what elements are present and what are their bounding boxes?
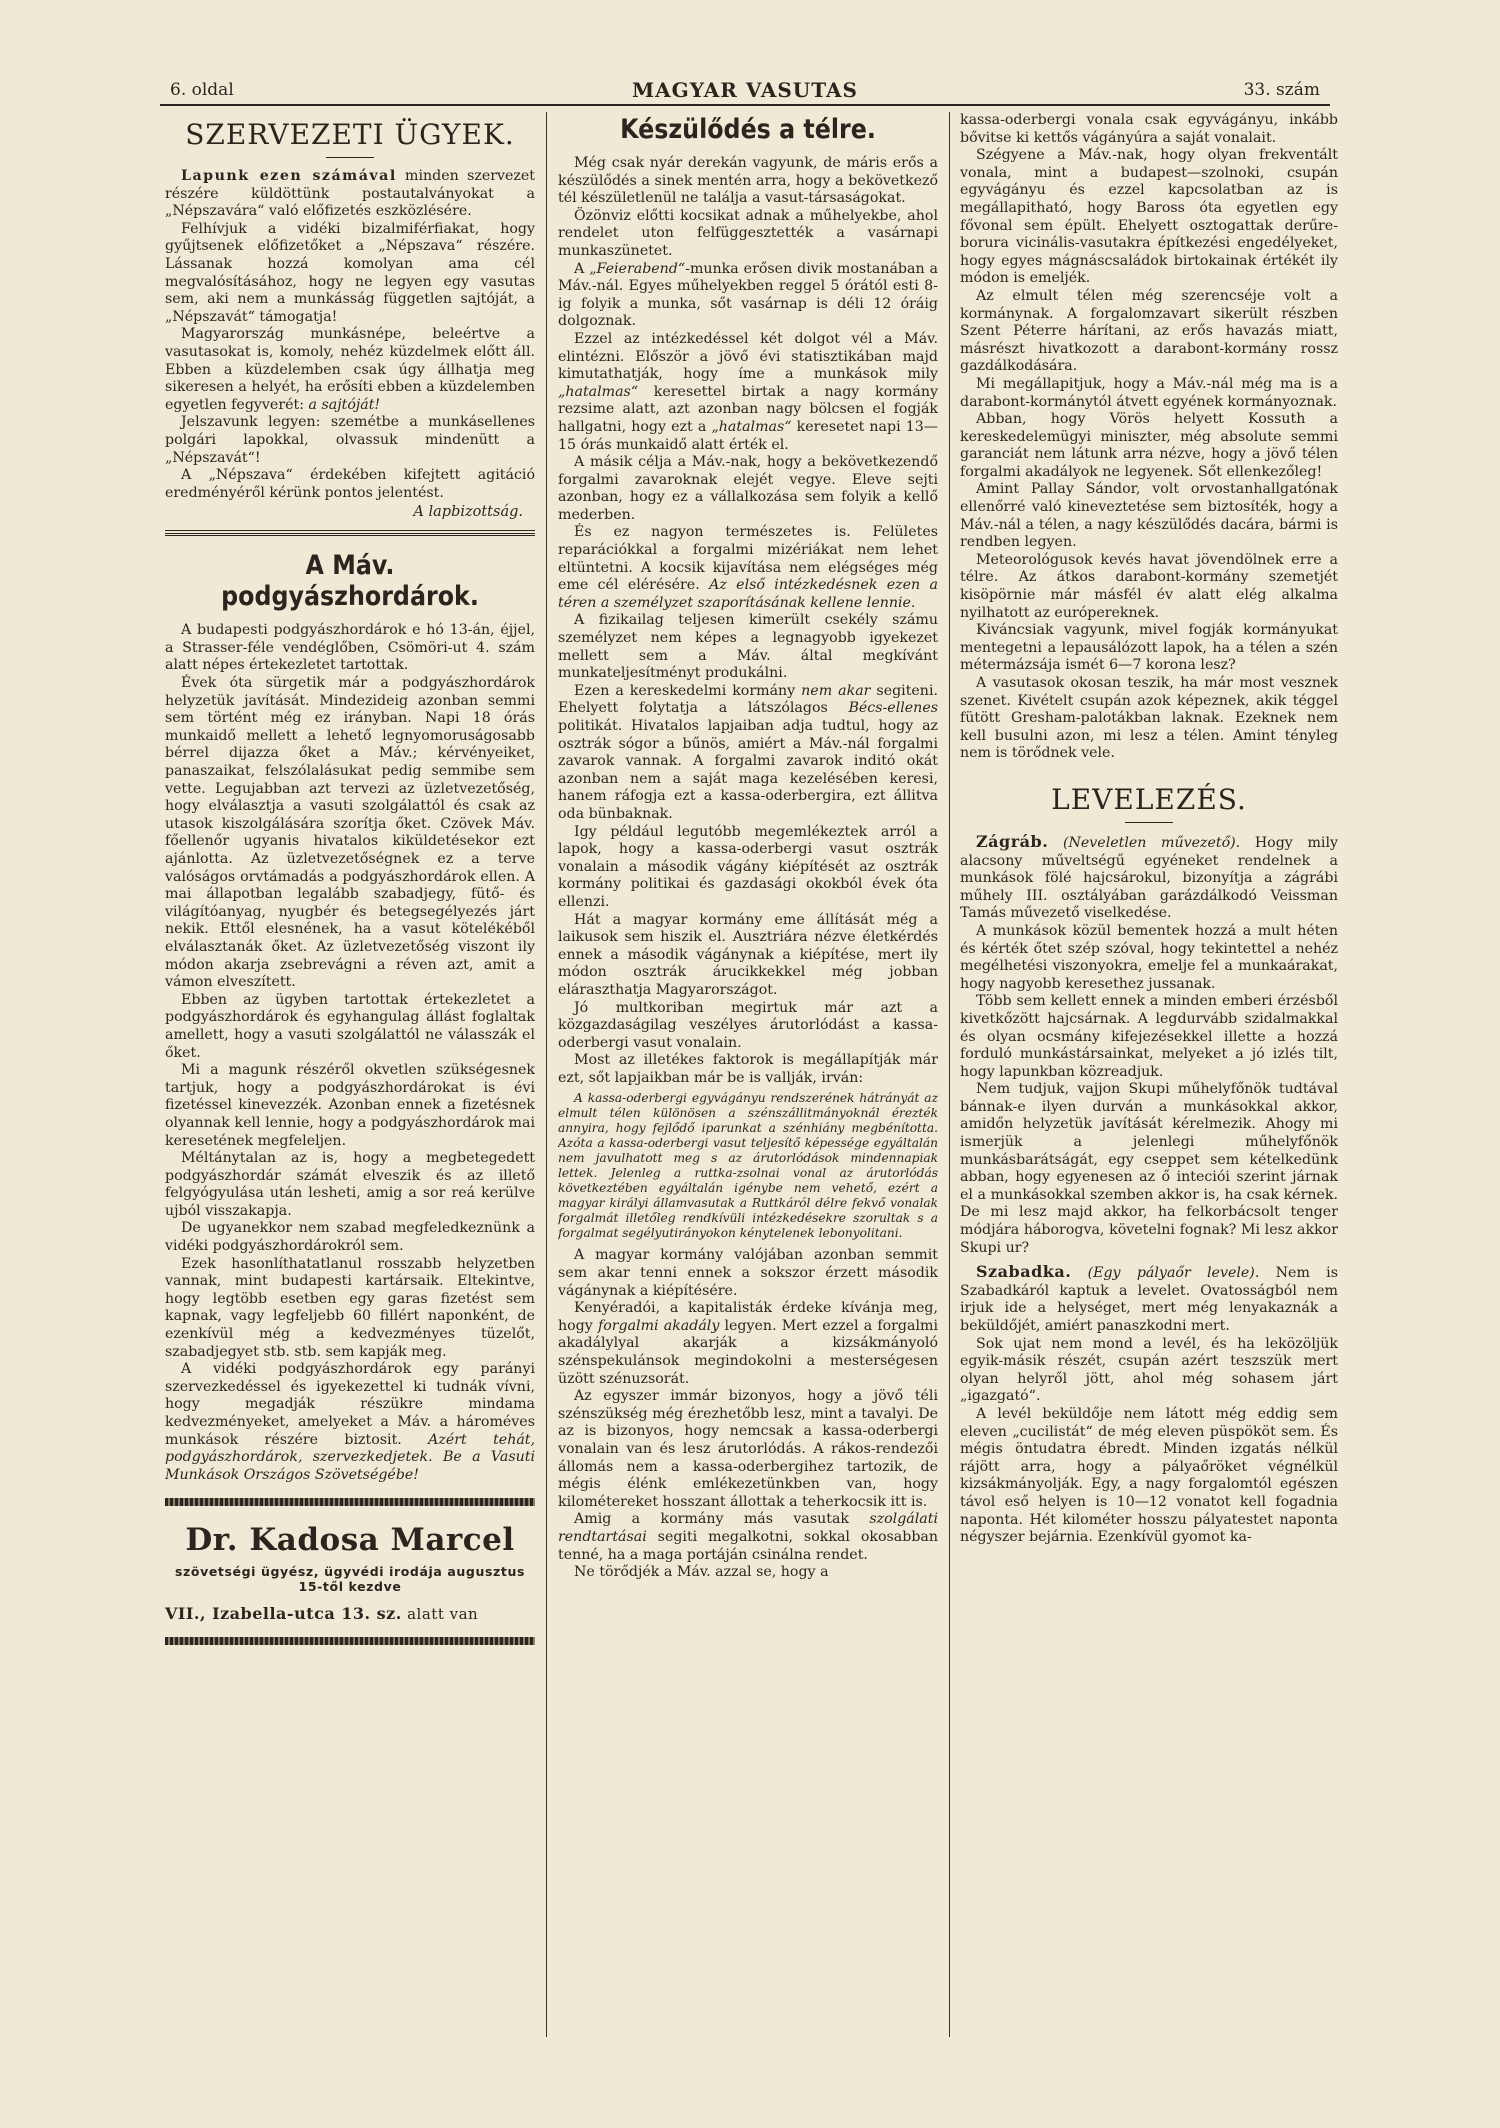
paragraph: kassa-oderbergi vonala csak egyvágányu, inkább bővitse ki kettős vágányúra a saját vonalait. — [960, 112, 1338, 146]
paragraph: Magyarország munkásnépe, beleértve a vasutasokat is, komoly, nehéz küzdelmek előtt áll. Ebben a küzdelemben csak úgy állhatja meg sikeresen a helyét, ha erősíti ebben a küzdelemben egyetlen fegyverét: a sajtóját! — [165, 326, 535, 413]
title-underline — [1125, 822, 1173, 823]
paragraph: Amint Pallay Sándor, volt orvostanhallgatónak ellenőrré való kineveztetése sem biztosíték, hogy a Máv.-nál a télen, a nagy készülődés dacára, bármi is rendben legyen. — [960, 481, 1338, 551]
paragraph: Sok ujat nem mond a levél, és ha leközöljük egyik-másik részét, csupán azért teszszük mert olyan helyről jött, ahol még sohasem járt „igazgató“. — [960, 1335, 1338, 1405]
signature: A lapbizottság. — [413, 504, 523, 521]
column-left — [165, 112, 535, 2042]
ad-subtitle: szövetségi ügyész, ügyvédi irodája augusztus 15-től kezdve — [174, 1564, 525, 1595]
paragraph: Évek óta sürgetik már a podgyászhordárok helyzetük javítását. Mindezideig azonban semmi sem történt még ez irányban. Napi 18 órás munkaidő mellett a lehető legnyomoruságosabb bérrel dijazza őket a Máv.; kérvényeiket, panaszaikat, felszólalásukat pedig semmibe sem vette. Legujabban azt tervezi az üzletvezetőség, hogy elválasztja a vasuti szolgálattól és csak az utasok kiszolgálására szorítja őket. Czövek Máv. főellenőr ugyanis hivatalos kiküldetésekor ezt ajánlotta. Az üzletvezetőségnek ez a terve valóságos orvtámadás a podgyászhordárok ellen. A mai állapotban legalább szabadjegy, fütő- és világítóanyag, nyugbér és betegsegélyezés járt nekik. Ettől elesnének, ha a vasut kötelékéből elválasztanák őket. Az üzletvezetőség viszont ily módon akarja zsebrevágni a réven azt, amit a vámon elveszített. — [165, 675, 535, 991]
paragraph: Méltánytalan az is, hogy a megbetegedett podgyászhordár számát elveszik és az illető felgyógyulása után lesheti, amig a sor reá kerülve ujból visszakapja. — [165, 1150, 535, 1219]
paper-title: MAGYAR VASUTAS — [632, 78, 858, 102]
paragraph: Lapunk ezen számával minden szervezet részére küldöttünk postautalványokat a „Népszavára“ való előfizetés eszközlésére. — [165, 168, 535, 220]
paragraph: Most az illetékes faktorok is megállapítják már ezt, sőt lapjaikban már be is vallják, irván: — [558, 1052, 938, 1086]
ad-name: Dr. Kadosa Marcel — [185, 1522, 515, 1559]
article-title-podgyaszhordarok: A Máv. podgyászhordárok. — [221, 550, 479, 613]
paragraph: De ugyanekkor nem szabad megfeledkeznünk a vidéki podgyászhordárokról sem. — [165, 1220, 535, 1255]
paragraph: Ezen a kereskedelmi kormány nem akar segiteni. Ehelyett folytatja a látszólagos Bécs-ellenes politikát. Hivatalos lapjaiban adja tudtul, hogy az osztrák sógor a bűnös, amiért a Máv.-nál forgalmi zavarok vannak. A forgalmi zavarok inditó okát azonban nem a saját maga kezelésében keresi, hanem ráfogja ezt a kassa-oderbergira, ezt állitva oda bünbaknak. — [558, 682, 938, 822]
column-divider — [546, 112, 547, 2037]
paragraph: Igy például legutóbb megemlékeztek arról a lapok, hogy a kassa-oderbergi vasut osztrák vonalain a második vágány kiépítését az osztrák kormány politikai és gazdasági okokból évek óta ellenzi. — [558, 823, 938, 910]
paragraph: Amig a kormány más vasutak szolgálati rendtartásai segiti megalkotni, sokkal okosabban tenné, ha a maga portáján csinálna rendet. — [558, 1511, 938, 1563]
paragraph: Hát a magyar kormány eme állítását még a laikusok sem hiszik el. Ausztriára nézve életkérdés ennek a második vágánynak a kiépítése, mert ily módon osztrák árucikkekkel még jobban eláraszthatja Magyarországot. — [558, 911, 938, 998]
page-number: 6. oldal — [170, 80, 234, 100]
block-quote — [558, 1091, 938, 1241]
paragraph: Kenyéradói, a kapitalisták érdeke kívánja meg, hogy forgalmi akadály legyen. Mert ezzel a forgalmi akadálylyal akarják a kizsákmányoló szénspekulánsok megindokolni a mesterségesen üzött szénuzsorát. — [558, 1300, 938, 1387]
paragraph: A munkások közül bementek hozzá a mult héten és kérték őtet szép szóval, hogy tekintettel a nehéz megélhetési viszonyokra, emelje fel a munkaárakat, hogy nagyobb keresethez jussanak. — [960, 922, 1338, 992]
paragraph: A „Népszava“ érdekében kifejtett agitáció eredményéről kérünk pontos jelentést. — [165, 467, 535, 501]
paragraph: A budapesti podgyászhordárok e hó 13-án, éjjel, a Strasser-féle vendéglőben, Csömöri-ut 4. szám alatt népes értekezletet tartottak. — [165, 622, 535, 674]
paragraph: Mi megállapitjuk, hogy a Máv.-nál még ma is a darabont-kormánytól átvett egyének kormányoznak. — [960, 375, 1338, 410]
article-separator — [165, 530, 535, 536]
quote-text: A kassa-oderbergi egyvágányu rendszerének hátrányát az elmult télen különösen a szénszállitmányoknál érezték annyira, hogy fejlődő iparunkat a szénhiány megbénította. Azóta a kassa-oderbergi vasut teljesítő képessége egyáltalán nem javulhatott meg s az árutorlódások mindennapiak lettek. Jelenleg a ruttka-zsolnai vonal az árutorlódás következtében egyáltalán igénybe nem vehető, ezért a magyar királyi államvasutak a Ruttkáról délre fekvő vonalak forgalmát illetőleg rendkívüli intézkedésekre szorultak s a forgalmat segélyutirányokon kénytelenek lebonyolitani. — [558, 1091, 938, 1241]
article-title-keszulodes: Készülődés a télre. — [620, 114, 876, 145]
paragraph: A vasutasok okosan teszik, ha már most vesznek szenet. Kivételt csupán azok képeznek, akik téggel fütött Gresham-palotákban laknak. Ezeknek nem kell busulni azon, mi lesz a télen. Amint tényleg nem is törődnek vele. — [960, 675, 1338, 762]
letter-zagreb: Zágráb. (Neveletlen művezető). Hogy mily alacsony műveltségű egyéneket rendelnek a munkások fölé hajcsárokul, bizonyítja a zágrábi műhely III. osztályában garázdálkodó Veissman Tamás művezető viselkedése. — [960, 831, 1338, 922]
paragraph: Szégyene a Máv.-nak, hogy olyan frekventált vonala, mint a budapest—szolnoki, csupán egyvágányu és ezzel kapcsolatban az is megállapitható, hogy Baross óta egyetlen egy fővonal sem épült. Ehelyett osztogattak derűre-borura vicinális-vasutakra építkezési engedélyeket, hogy egyes mágnáscsaládok birtokainak értékét ily módon is emeljék. — [960, 147, 1338, 287]
paragraph: Mi a magunk részéről okvetlen szükségesnek tartjuk, hogy a podgyászhordárokat is évi fizetéssel kinevezzék. Azonban ennek a fizetésnek olyannak kell lennie, hogy a podgyászhordárok mai keresetének megfeleljen. — [165, 1062, 535, 1149]
running-head — [160, 78, 1330, 106]
paragraph: Kiváncsiak vagyunk, mivel fogják kormányukat mentegetni a lepausálózott lapok, ha a télen a szén métermázsája ismét 6—7 korona lesz? — [960, 622, 1338, 674]
ad-border-bottom — [165, 1637, 535, 1645]
title-underline — [326, 157, 374, 158]
paragraph: Nem tudjuk, vajjon Skupi műhelyfőnök tudtával bánnak-e ilyen durván a munkásokkal akkor, amidőn helyzetük javítását kérelmezik. Ahogy mi ismerjük a jelenlegi műhelyfőnök munkásbarátságát, egy cseppet sem kételkedünk abban, hogy egyenesen az ő inteciói szerint járnak el a munkásokkal szemben akkor is, ha csak kérnek. De mi lesz majd akkor, ha felkorbácsolt tenger módjára háborogva, követelni fognak? Mi lesz akkor Skupi ur? — [960, 1081, 1338, 1256]
paragraph: Ezek hasonlíthatatlanul rosszabb helyzetben vannak, mint budapesti kartársaik. Eltekintve, hogy legtöbb esetben egy garas fizetést sem kapnak, vagy legfeljebb 60 fillért naponként, de ezenkívül még a kedvezményes tüzelőt, szabadjegyet stb. stb. sem kapják meg. — [165, 1255, 535, 1360]
paragraph: Ne törődjék a Máv. azzal se, hogy a — [574, 1564, 829, 1581]
paragraph: Még csak nyár derekán vagyunk, de máris erős a készülődés a sinek mentén arra, hogy a bekövetkező tél készületlenül ne találja a vasut-társaságokat. — [558, 155, 938, 207]
paragraph: A fizikailag teljesen kimerült csekély számu személyzet nem képes a legnagyobb igyekezet mellett sem a Máv. által megkívánt munkateljesítményt produkálni. — [558, 612, 938, 682]
paragraph: A vidéki podgyászhordárok egy parányi szervezkedéssel és igyekezettel ki tudnák vívni, hogy megadják részükre mindama kedvezményeket, amelyeket a Máv. a hároméves munkások részére biztosit. Azért tehát, podgyászhordárok, szervezkedjetek. Be a Vasuti Munkások Országos Szövetségébe! — [165, 1361, 535, 1483]
issue-number: 33. szám — [1243, 80, 1320, 100]
ad-border-top — [165, 1498, 535, 1506]
paragraph: Ezzel az intézkedéssel két dolgot vél a Máv. elintézni. Először a jövő évi statisztikában majd kimutathatják, hogy íme a munkások mily „hatalmas“ keresettel birtak a nagy kormány rezsime alatt, azt azonban nagy bölcsen el fogják hallgatni, hogy ezt a „hatalmas“ keresetet napi 13—15 órás munkaidő alatt érték el. — [558, 330, 938, 453]
section-title-levelezes: LEVELEZÉS. — [1051, 782, 1247, 816]
letter-szabadka: Szabadka. (Egy pályaőr levele). Nem is Szabadkáról kaptuk a levelet. Ovatosságból nem irjuk ide a helységet, mert még lenyakaznák a beküldőjét, amiért panaszkodni mert. — [960, 1262, 1338, 1334]
paragraph: Abban, hogy Vörös helyett Kossuth a kereskedelemügyi miniszter, még absolute semmi garanciát nem látunk arra nézve, hogy a jövő télen forgalmi akadályok ne legyenek. Sőt ellenkezőleg! — [960, 411, 1338, 480]
section-title-szervezeti: SZERVEZETI ÜGYEK. — [185, 118, 515, 151]
column-right — [960, 112, 1338, 2042]
paragraph: A magyar kormány valójában azonban semmit sem akar tenni ennek a sokszor érzett második vágánynak a kiépítésére. — [558, 1247, 938, 1299]
paragraph: A „Feierabend“-munka erősen divik mostanában a Máv.-nál. Egyes műhelyekben reggel 5 órától esti 8-ig folyik a munka, sőt vasárnap is déli 12 óráig dolgoznak. — [558, 260, 938, 330]
column-divider — [949, 112, 950, 2037]
paragraph: Több sem kellett ennek a minden emberi érzésből kivetkőzött hajcsárnak. A legdurvább szidalmakkal és olyan ocsmány kifejezésekkel illette a hozzá forduló munkástársainkat, melyeket a jó izlés tilt, hogy lapunkban közreadjuk. — [960, 993, 1338, 1080]
paragraph: A levél beküldője nem látott még eddig sem eleven „cucilistát“ de még eleven püspököt sem. És mégis öntudatra ébredt. Minden izgatás nélkül rájött arra, hogy a pályaőröket végnélkül kizsákmányolják. Egy, a nagy forgalomtól egészen távol eső helyen is 10—12 vonatot kell fogadnia naponta. Hét kilométer hosszu pályatestet naponta négyszer bejárnia. Ezenkívül gyomot ka- — [960, 1405, 1338, 1546]
column-middle — [558, 112, 938, 2042]
paragraph: És ez nagyon természetes is. Felületes reparációkkal a forgalmi mizériákat nem lehet eltüntetni. A kocsik kijavítása nem elégséges még eme cél elérésére. Az első intézkedésnek ezen a téren a személyzet szaporításának kellene lennie. — [558, 524, 938, 611]
paragraph: A másik célja a Máv.-nak, hogy a bekövetkezendő forgalmi zavaroknak elejét vegye. Eleve sejti azonban, hogy ez a vállalkozása sem folyik a kellő mederben. — [558, 454, 938, 523]
paragraph: Felhívjuk a vidéki bizalmiférfiakat, hogy gyűjtsenek előfizetőket a „Népszava“ részére. Lássanak hozzá komolyan ama cél megvalósításához, hogy ne legyen egy vasutas sem, aki nem a munkásság független sajtóját, a „Népszavát“ támogatja! — [165, 220, 535, 325]
ad-address: VII., Izabella-utca 13. sz. alatt van — [165, 1604, 479, 1624]
paragraph: Özönviz előtti kocsikat adnak a műhelyekbe, ahol rendelet uton felfüggesztették a vasárnapi munkaszünetet. — [558, 207, 938, 259]
lead-in: Lapunk ezen számával — [181, 168, 397, 184]
paragraph: Ebben az ügyben tartottak értekezletet a podgyászhordárok és egyhangulag állást foglaltak amellett, hogy a vasuti szolgálattól ne válasszák el őket. — [165, 991, 535, 1061]
paragraph: Jelszavunk legyen: szemétbe a munkásellenes polgári lapokkal, olvassuk mindenütt a „Népszavát“! — [165, 414, 535, 466]
paragraph: Az egyszer immár bizonyos, hogy a jövő téli szénszükség még érezhetőbb lesz, mint a tavalyi. De az is bizonyos, hogy nemcsak a kassa-oderbergi vonalain van és lesz árutorlódás. A rákos-rendezői állomás nem a kassa-oderbergihez tartozik, de mégis élénk emlékezetünkben van, hogy kilométereket hosszant állottak a teherkocsik itt is. — [558, 1388, 938, 1510]
paragraph: Az elmult télen még szerencséje volt a kormánynak. A forgalomzavart sikerült részben Szent Péterre hárítani, az erős havazás miatt, másrészt hivatkozott a darabont-kormány rossz gazdálkodására. — [960, 287, 1338, 375]
paragraph: Meteorológusok kevés havat jövendölnek erre a télre. Az átkos darabont-kormány szemetjét kisöpörnie már másfél év alatt elég alkalma nyilhatott az európereknek. — [960, 551, 1338, 621]
paragraph: Jó multkoriban megirtuk már azt a közgazdaságilag veszélyes árutorlódást a kassa-oderbergi vasut vonalain. — [558, 999, 938, 1051]
